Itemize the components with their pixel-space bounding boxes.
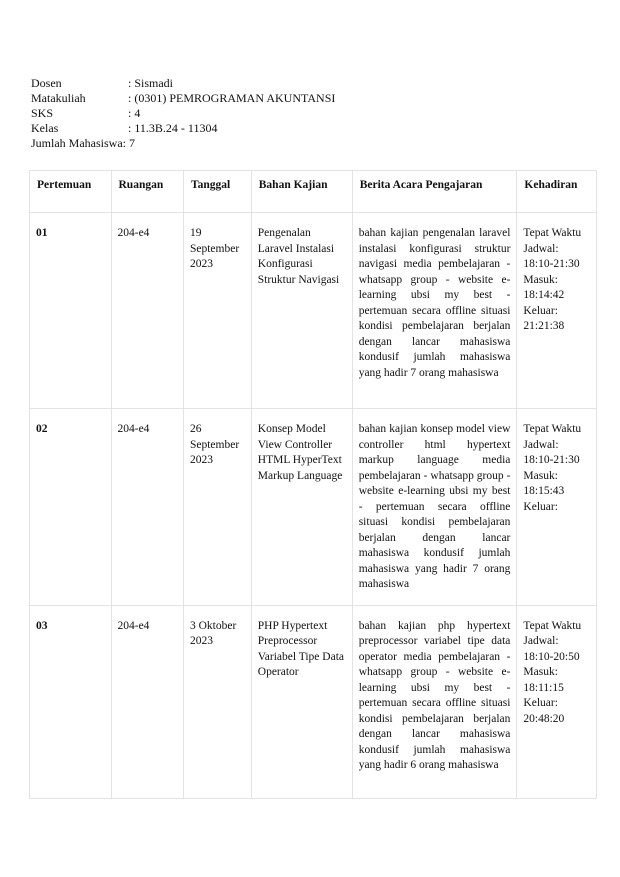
table-header-row [30, 171, 597, 213]
cell-berita-acara: bahan kajian pengenalan laravel instalasi konfigurasi struktur navigasi media pembelajaran - whatsapp group - website e-learning ubsi my best - pertemuan secara offline situasi kondisi pembelajaran berjalan dengan lancar mahasiswa kondusif jumlah mahasiswa yang hadir 7 orang mahasiswa [352, 213, 517, 409]
teaching-report-table [29, 170, 597, 799]
cell-ruangan: 204-e4 [111, 605, 183, 798]
info-row-kelas [31, 121, 335, 136]
jumlah-value: : 7 [122, 136, 135, 150]
cell-tanggal: 26 September 2023 [183, 409, 251, 606]
cell-pertemuan: 02 [30, 409, 112, 606]
jumlah-label: Jumlah Mahasiswa [31, 136, 123, 150]
header-pertemuan: Pertemuan [30, 171, 112, 213]
cell-kehadiran: Tepat Waktu Jadwal: 18:10-20:50 Masuk: 18:11:15 Keluar: 20:48:20 [517, 605, 597, 798]
cell-bahan-kajian: Pengenalan Laravel Instalasi Konfigurasi Struktur Navigasi [251, 213, 352, 409]
cell-tanggal: 3 Oktober 2023 [183, 605, 251, 798]
table-row [30, 605, 597, 798]
sks-value: : 4 [128, 106, 141, 120]
info-row-dosen [31, 76, 335, 91]
cell-tanggal: 19 September 2023 [183, 213, 251, 409]
cell-pertemuan: 03 [30, 605, 112, 798]
info-row-matakuliah [31, 91, 335, 106]
kelas-value: : 11.3B.24 - 11304 [128, 121, 218, 135]
sks-label: SKS [31, 106, 54, 120]
cell-bahan-kajian: Konsep Model View Controller HTML HyperText Markup Language [251, 409, 352, 606]
dosen-value: : Sismadi [128, 76, 174, 90]
info-row-jumlah [31, 136, 335, 151]
matakuliah-label: Matakuliah [31, 91, 86, 105]
header-ruangan: Ruangan [111, 171, 183, 213]
matakuliah-value: : (0301) PEMROGRAMAN AKUNTANSI [128, 91, 336, 105]
header-bahan-kajian: Bahan Kajian [251, 171, 352, 213]
cell-kehadiran: Tepat Waktu Jadwal: 18:10-21:30 Masuk: 18:14:42 Keluar: 21:21:38 [517, 213, 597, 409]
cell-berita-acara: bahan kajian konsep model view controller html hypertext markup language media pembelajaran - whatsapp group - website e-learning ubsi my best - pertemuan secara offline situasi kondisi pembelajaran berjalan dengan lancar mahasiswa kondusif jumlah mahasiswa yang hadir 7 orang mahasiswa [352, 409, 517, 606]
info-row-sks [31, 106, 335, 121]
header-tanggal: Tanggal [183, 171, 251, 213]
dosen-label: Dosen [31, 76, 62, 90]
table-row [30, 213, 597, 409]
header-berita-acara: Berita Acara Pengajaran [352, 171, 517, 213]
cell-ruangan: 204-e4 [111, 213, 183, 409]
kelas-label: Kelas [31, 121, 59, 135]
header-kehadiran: Kehadiran [517, 171, 597, 213]
cell-pertemuan: 01 [30, 213, 112, 409]
cell-ruangan: 204-e4 [111, 409, 183, 606]
cell-bahan-kajian: PHP Hypertext Preprocessor Variabel Tipe Data Operator [251, 605, 352, 798]
course-info [31, 76, 335, 151]
table-row [30, 409, 597, 606]
cell-berita-acara: bahan kajian php hypertext preprocessor variabel tipe data operator media pembelajaran - whatsapp group - website e-learning ubsi my best - pertemuan secara offline situasi kondisi pembelajaran berjalan dengan lancar mahasiswa kondusif jumlah mahasiswa yang hadir 6 orang mahasiswa [352, 605, 517, 798]
cell-kehadiran: Tepat Waktu Jadwal: 18:10-21:30 Masuk: 18:15:43 Keluar: [517, 409, 597, 606]
